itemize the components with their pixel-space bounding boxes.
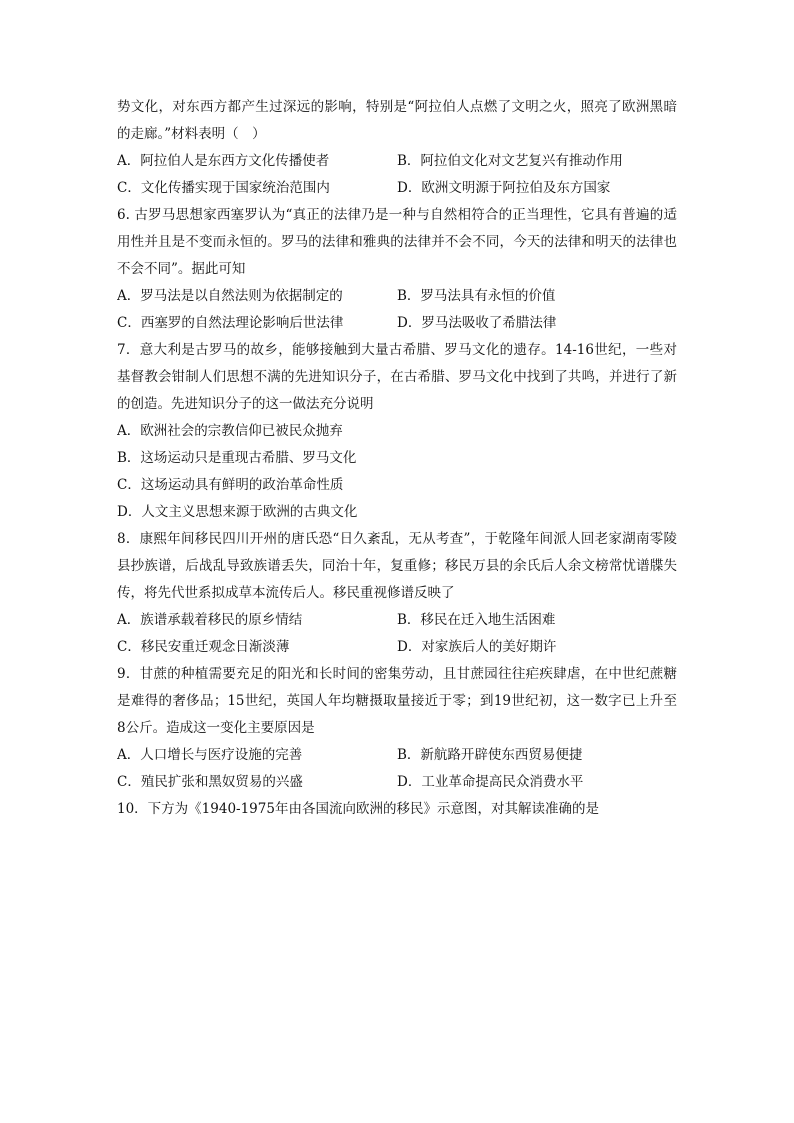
question-7 xyxy=(117,337,677,526)
question-8-option-c[interactable]: C．移民安重迁观念日渐淡薄 xyxy=(117,639,290,655)
question-5-option-a[interactable]: A．阿拉伯人是东西方文化传播使者 xyxy=(117,153,330,169)
question-5-option-b[interactable]: B．阿拉伯文化对文艺复兴有推动作用 xyxy=(397,153,623,169)
question-7-option-a[interactable]: A．欧洲社会的宗教信仰已被民众抛弃 xyxy=(117,423,343,439)
question-8-option-a[interactable]: A．族谱承载着移民的原乡情结 xyxy=(117,612,303,628)
question-7-stem: 7．意大利是古罗马的故乡，能够接触到大量古希腊、罗马文化的遗存。14-16世纪，一些对基督教会钳制人们思想不满的先进知识分子，在古希腊、罗马文化中找到了共鸣，并进行了新的创造。先进知识分子的这一做法充分说明 xyxy=(117,342,677,412)
question-10-stem: 10．下方为《1940-1975年由各国流向欧洲的移民》示意图，对其解读准确的是 xyxy=(117,801,599,817)
question-9-option-a[interactable]: A．人口增长与医疗设施的完善 xyxy=(117,747,303,763)
question-6-options xyxy=(117,283,677,337)
question-9-option-b[interactable]: B．新航路开辟使东西贸易便捷 xyxy=(397,747,583,763)
question-9-option-d[interactable]: D．工业革命提高民众消费水平 xyxy=(397,774,584,790)
question-6-option-b[interactable]: B．罗马法具有永恒的价值 xyxy=(397,288,556,304)
question-5 xyxy=(117,94,677,202)
question-6-option-c[interactable]: C．西塞罗的自然法理论影响后世法律 xyxy=(117,315,344,331)
question-7-options xyxy=(117,418,677,526)
question-7-option-d[interactable]: D．人文主义思想来源于欧洲的古典文化 xyxy=(117,504,358,520)
question-9-options xyxy=(117,742,677,796)
question-7-option-c[interactable]: C．这场运动具有鲜明的政治革命性质 xyxy=(117,477,344,493)
exam-page xyxy=(117,94,677,823)
question-5-option-d[interactable]: D．欧洲文明源于阿拉伯及东方国家 xyxy=(397,180,611,196)
question-9-stem: 9．甘蔗的种植需要充足的阳光和长时间的密集劳动，且甘蔗园往往疟疾肆虐，在中世纪蔗糖是难得的奢侈品；15世纪，英国人年均糖摄取量接近于零；到19世纪初，这一数字已上升至 8公斤。造成这一变化主要原因是 xyxy=(117,666,677,736)
question-10 xyxy=(117,796,677,823)
question-6-stem: 6. 古罗马思想家西塞罗认为“真正的法律乃是一种与自然相符合的正当理性，它具有普遍的适用性并且是不变而永恒的。罗马的法律和雅典的法律并不会不同，今天的法律和明天的法律也不会不同”。据此可知 xyxy=(117,207,677,277)
question-8 xyxy=(117,526,677,661)
question-7-option-b[interactable]: B．这场运动只是重现古希腊、罗马文化 xyxy=(117,450,357,466)
question-9-option-c[interactable]: C．殖民扩张和黑奴贸易的兴盛 xyxy=(117,774,303,790)
question-8-option-b[interactable]: B．移民在迁入地生活困难 xyxy=(397,612,556,628)
question-6 xyxy=(117,202,677,337)
question-9 xyxy=(117,661,677,796)
question-6-option-a[interactable]: A．罗马法是以自然法则为依据制定的 xyxy=(117,288,343,304)
question-8-option-d[interactable]: D．对家族后人的美好期许 xyxy=(397,639,557,655)
question-5-stem: 势文化，对东西方都产生过深远的影响，特别是“阿拉伯人点燃了文明之火，照亮了欧洲黑暗的走廊。”材料表明（ ） xyxy=(117,99,677,142)
question-6-option-d[interactable]: D．罗马法吸收了希腊法律 xyxy=(397,315,557,331)
question-8-stem: 8．康熙年间移民四川开州的唐氏恐“日久紊乱，无从考查”，于乾隆年间派人回老家湖南零陵县抄族谱，后战乱导致族谱丢失，同治十年，复重修；移民万县的余氏后人余文榜常忧谱牒失传，将先代世系拟成草本流传后人。移民重视修谱反映了 xyxy=(117,531,677,601)
question-5-option-c[interactable]: C．文化传播实现于国家统治范围内 xyxy=(117,180,330,196)
question-5-options xyxy=(117,148,677,202)
question-8-options xyxy=(117,607,677,661)
